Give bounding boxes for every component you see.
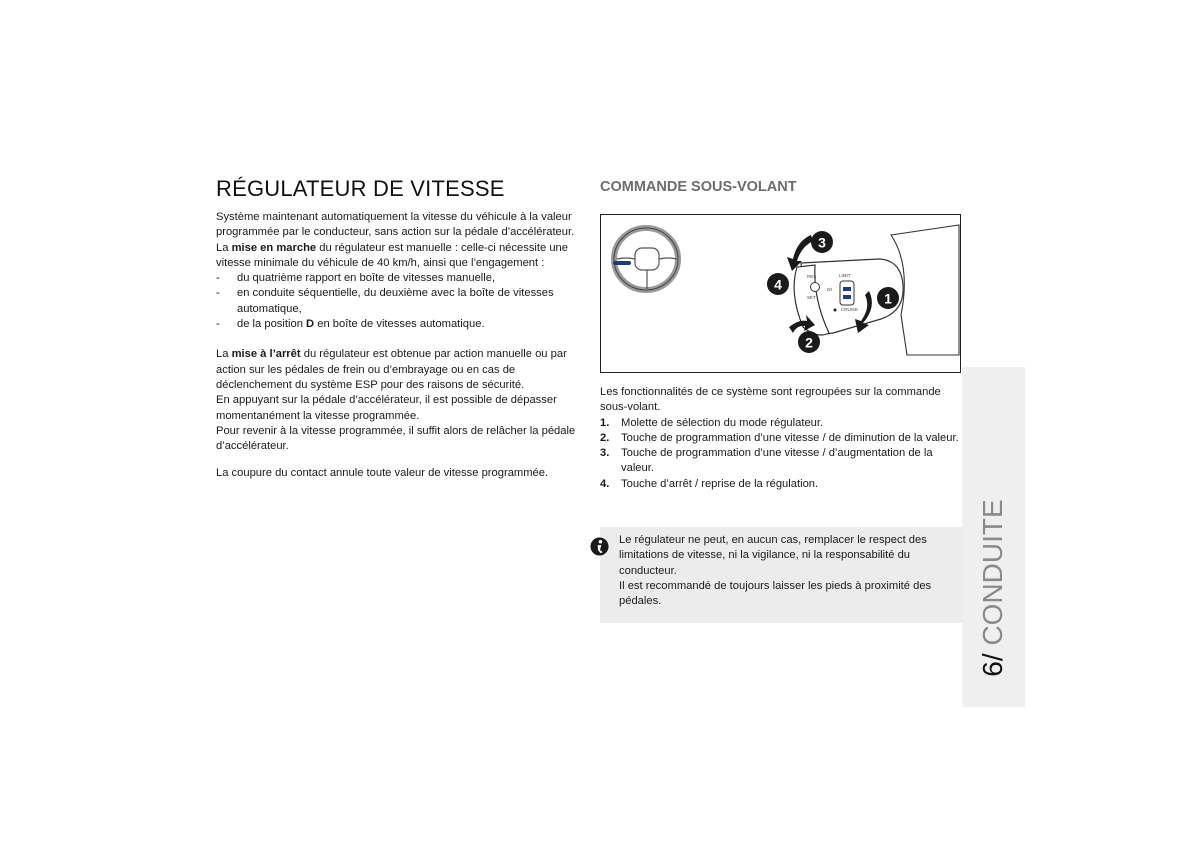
stalk-label: RES: [807, 274, 817, 279]
svg-text:3: 3: [818, 234, 826, 251]
page-title: RÉGULATEUR DE VITESSE: [216, 176, 505, 201]
callout-1-icon: [877, 287, 899, 309]
gear-conditions-list: [216, 271, 581, 332]
commands-intro: Les fonctionnalités de ce système sont regroupées sur la commande sous-volant.: [600, 386, 941, 414]
list-item: - de la position D en boîte de vitesses automatique.: [216, 317, 581, 332]
list-item: 1. Molette de sélection du mode régulateur.: [600, 416, 824, 429]
cutoff-paragraph: La coupure du contact annule toute valeur de vitesse programmée.: [216, 467, 549, 480]
list-item: - en conduite séquentielle, du deuxième avec la boîte de vitesses automatique,: [216, 286, 581, 317]
list-item: 3. Touche de programmation d’une vitesse / d’augmentation de la valeur.: [600, 447, 933, 475]
note-paragraph: Le régulateur ne peut, en aucun cas, remplacer le respect des limitations de vitesse, ni la vigilance, ni la responsabilité du conducteur.: [619, 534, 927, 577]
callout-4-icon: [767, 273, 789, 295]
stop-emphasis: mise à l’arrêt: [231, 348, 301, 361]
activation-emphasis: mise en marche: [231, 241, 317, 254]
activation-paragraph: La mise en marche du régulateur est manuelle : celle-ci nécessite une vitesse minimale du véhicule de 40 km/h, ainsi que l’engagement :: [216, 241, 569, 269]
right-column: [600, 385, 962, 492]
callout-3-icon: [811, 231, 833, 253]
list-item: 2. Touche de programmation d’une vitesse / de diminution de la valeur.: [600, 431, 959, 444]
list-item: 4. Touche d’arrêt / reprise de la régulation.: [600, 477, 819, 490]
stop-paragraph: La mise à l’arrêt du régulateur est obtenue par action manuelle ou par action sur les pédales de frein ou d’embrayage ou en cas de déclenchement du système ESP pour des raisons de sécurité.: [216, 348, 567, 391]
svg-text:4: 4: [774, 276, 782, 293]
return-paragraph: Pour revenir à la vitesse programmée, il suffit alors de relâcher la pédale d’accélérateur.: [216, 424, 576, 453]
commands-list: [600, 416, 962, 492]
chapter-number: 6/: [977, 653, 1008, 677]
list-item: - du quatrième rapport en boîte de vitesses manuelle,: [216, 271, 581, 286]
svg-text:2: 2: [805, 334, 813, 351]
stalk-label: SET: [807, 295, 816, 300]
callout-2-icon: [798, 331, 820, 353]
chapter-label: CONDUITE: [977, 499, 1008, 646]
left-column: [216, 210, 581, 482]
intro-paragraph: Système maintenant automatiquement la vitesse du véhicule à la valeur programmée par le conducteur, sans action sur la pédale d’accélérateur.: [216, 211, 575, 239]
cruise-control-stalk-diagram: [601, 215, 960, 372]
stalk-label: 0/I: [827, 287, 833, 292]
svg-text:1: 1: [884, 290, 892, 307]
chapter-marker: [978, 499, 1008, 676]
exceed-paragraph: En appuyant sur la pédale d’accélérateur, il est possible de dépasser momentanément la vitesse programmée.: [216, 394, 557, 422]
section-subtitle: COMMANDE SOUS-VOLANT: [600, 179, 797, 195]
stalk-label: LIMIT: [839, 273, 851, 278]
warning-note: [600, 527, 963, 623]
steering-wheel-icon: [614, 228, 678, 290]
info-icon: [590, 537, 609, 556]
stalk-illustration: [600, 214, 961, 373]
stalk-label: CRUISE: [841, 307, 859, 312]
note-paragraph: Il est recommandé de toujours laisser les pieds à proximité des pédales.: [619, 579, 932, 608]
